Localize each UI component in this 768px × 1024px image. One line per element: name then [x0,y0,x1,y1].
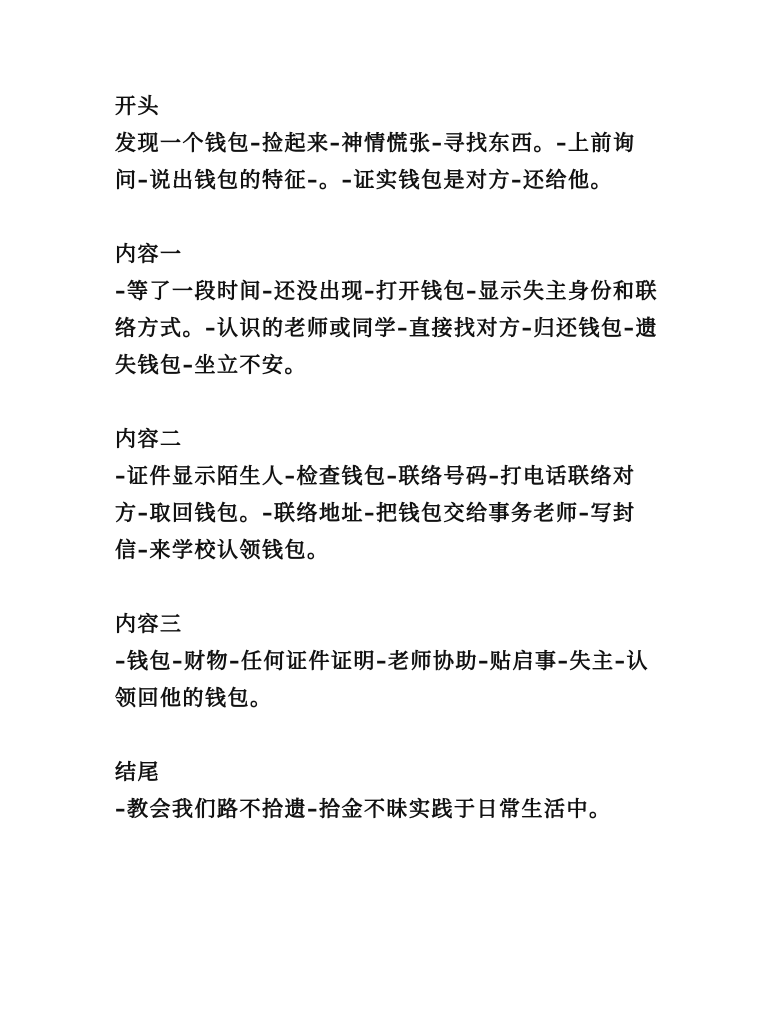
section-heading: 内容三 [115,612,183,636]
section-body: –证件显示陌生人–检查钱包–联络号码–打电话联络对方–取回钱包。–联络地址–把钱包交给事务老师–写封信–来学校认领钱包。 [115,464,636,562]
section-heading: 结尾 [115,760,160,784]
section-body: –教会我们路不拾遗–拾金不昧实践于日常生活中。 [115,797,612,821]
section-content-one [115,236,665,384]
section-content-two [115,421,665,569]
section-ending [115,754,665,828]
section-body: –钱包–财物–任何证件证明–老师协助–贴启事–失主–认领回他的钱包。 [115,649,649,710]
outline-document [115,88,665,865]
section-body: –等了一段时间–还没出现–打开钱包–显示失主身份和联络方式。–认识的老师或同学–直接找对方–归还钱包–遗失钱包–坐立不安。 [115,279,658,377]
section-body: 发现一个钱包–捡起来–神情慌张–寻找东西。–上前询问–说出钱包的特征–。–证实钱包是对方–还给他。 [115,131,636,192]
section-opening [115,88,665,199]
section-heading: 内容二 [115,427,183,451]
section-heading: 开头 [115,94,160,118]
section-heading: 内容一 [115,242,183,266]
section-content-three [115,606,665,717]
